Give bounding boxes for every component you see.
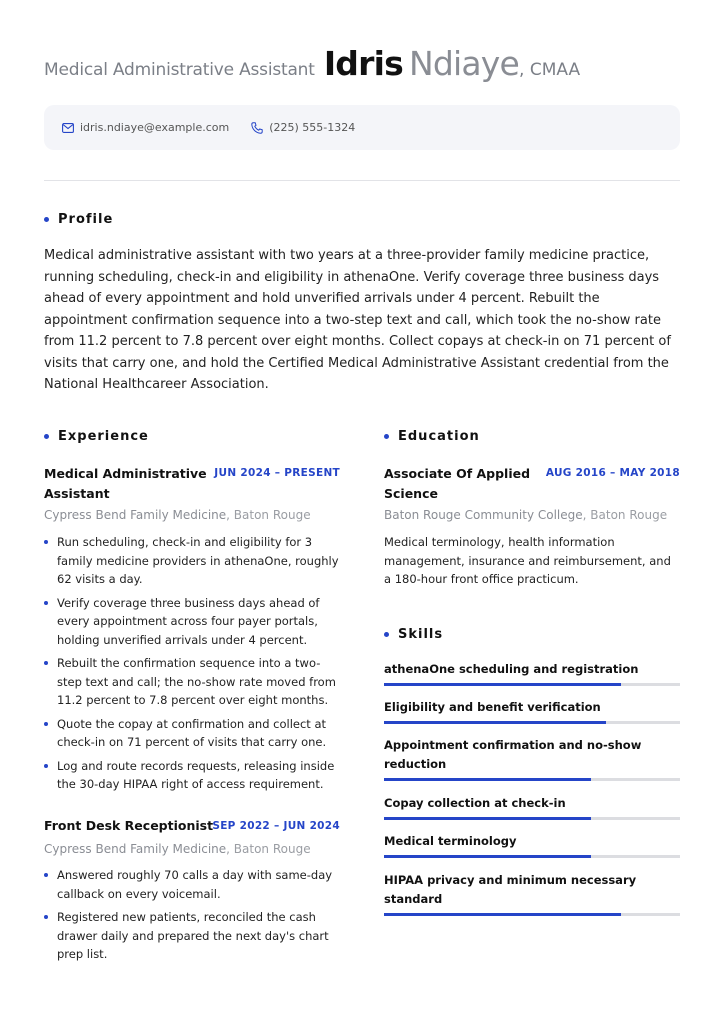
header-divider [44, 180, 680, 181]
skill-track [384, 778, 680, 781]
job-2-dates: SEP 2022 – JUN 2024 [212, 820, 340, 832]
job-1-title: Medical Administrative Assistant [44, 466, 207, 501]
job-2-title: Front Desk Receptionist [44, 818, 214, 833]
bullet-dot [44, 434, 49, 439]
skill-track [384, 683, 680, 686]
job-1-bullets [44, 533, 340, 799]
experience-heading [44, 429, 149, 444]
job-role: Medical Administrative Assistant [44, 60, 315, 80]
job-2-bullets [44, 866, 340, 969]
skill-track [384, 817, 680, 820]
skill-track [384, 721, 680, 724]
contact-email[interactable] [62, 121, 229, 134]
job-1-dates: JUN 2024 – PRESENT [214, 467, 340, 479]
skill-item [384, 794, 680, 820]
mail-icon [62, 123, 74, 133]
degree-title: Associate Of Applied Science [384, 466, 531, 501]
phone-text: (225) 555-1324 [269, 121, 356, 134]
resume-header [44, 44, 680, 90]
job-2-location: , Baton Rouge [226, 842, 311, 856]
education-dates: AUG 2016 – MAY 2018 [545, 467, 680, 479]
skill-item [384, 871, 680, 916]
list-item: Registered new patients, reconciled the cash drawer daily and prepared the next day's chart prep list. [44, 908, 340, 964]
job-2-employer: Cypress Bend Family Medicine [44, 842, 227, 856]
skill-name: Eligibility and benefit verification [384, 700, 601, 714]
skill-item [384, 698, 680, 724]
contact-phone[interactable] [251, 121, 355, 134]
phone-icon [251, 122, 263, 134]
school-name: Baton Rouge Community College [384, 508, 583, 522]
profile-text: Medical administrative assistant with two years at a three-provider family medicine practice, running scheduling, check-in and eligibility in athenaOne. Verify coverage three business days ahead of every appointment and hold unverified arrivals under 4 percent. Rebuilt the appointment confirmation sequence into a two-step text and call, which took the no-show rate from 11.2 percent to 7.8 percent over eight months. Collect copays at check-in on 71 percent of visits that carry one, and hold the Certified Medical Administrative Assistant credential from the National Healthcareer Association. [44, 248, 671, 392]
skill-level-bar [384, 721, 606, 724]
education-title: Education [398, 429, 480, 444]
job-1-employer: Cypress Bend Family Medicine [44, 508, 227, 522]
skill-item [384, 660, 680, 686]
skill-name: Medical terminology [384, 834, 517, 848]
list-item: Verify coverage three business days ahead of every appointment across four payer portals, holding unverified arrivals under 4 percent. [44, 594, 340, 650]
skill-level-bar [384, 817, 591, 820]
skill-name: Appointment confirmation and no-show reduction [384, 738, 642, 771]
credential: , CMAA [519, 60, 581, 80]
profile-heading [44, 212, 113, 227]
skill-track [384, 855, 680, 858]
list-item: Answered roughly 70 calls a day with same-day callback on every voicemail. [44, 866, 340, 903]
job-1-location: , Baton Rouge [226, 508, 311, 522]
skills-heading [384, 627, 443, 642]
job-1-org [44, 508, 311, 522]
experience-title: Experience [58, 429, 149, 444]
skill-name: HIPAA privacy and minimum necessary standard [384, 873, 637, 906]
email-text: idris.ndiaye@example.com [80, 121, 230, 134]
contact-bar [44, 105, 680, 150]
skill-item [384, 736, 680, 781]
bullet-dot [384, 434, 389, 439]
last-name: Ndiaye [408, 44, 520, 83]
list-item: Log and route records requests, releasing inside the 30-day HIPAA right of access requirement. [44, 757, 340, 794]
bullet-dot [44, 217, 49, 222]
school-location: , Baton Rouge [582, 508, 668, 522]
list-item: Quote the copay at confirmation and collect at check-in on 71 percent of visits that carry one. [44, 715, 340, 752]
skill-level-bar [384, 778, 591, 781]
list-item: Rebuilt the confirmation sequence into a two-step text and call; the no-show rate moved from 11.2 percent to 7.8 percent over eight months. [44, 654, 340, 710]
education-heading [384, 429, 480, 444]
skill-level-bar [384, 683, 621, 686]
skill-name: Copay collection at check-in [384, 796, 566, 810]
skill-level-bar [384, 913, 621, 916]
skill-track [384, 913, 680, 916]
skills-title: Skills [398, 627, 444, 642]
skill-item [384, 832, 680, 858]
skill-level-bar [384, 855, 591, 858]
list-item: Run scheduling, check-in and eligibility for 3 family medicine providers in athenaOne, roughly 62 visits a day. [44, 533, 340, 589]
job-2-org [44, 842, 311, 856]
school [384, 508, 667, 522]
skill-name: athenaOne scheduling and registration [384, 662, 639, 676]
profile-title: Profile [58, 212, 114, 227]
first-name: Idris [323, 44, 403, 83]
education-description: Medical terminology, health information management, insurance and reimbursement, and a 180-hour front office practicum. [384, 535, 671, 586]
bullet-dot [384, 632, 389, 637]
